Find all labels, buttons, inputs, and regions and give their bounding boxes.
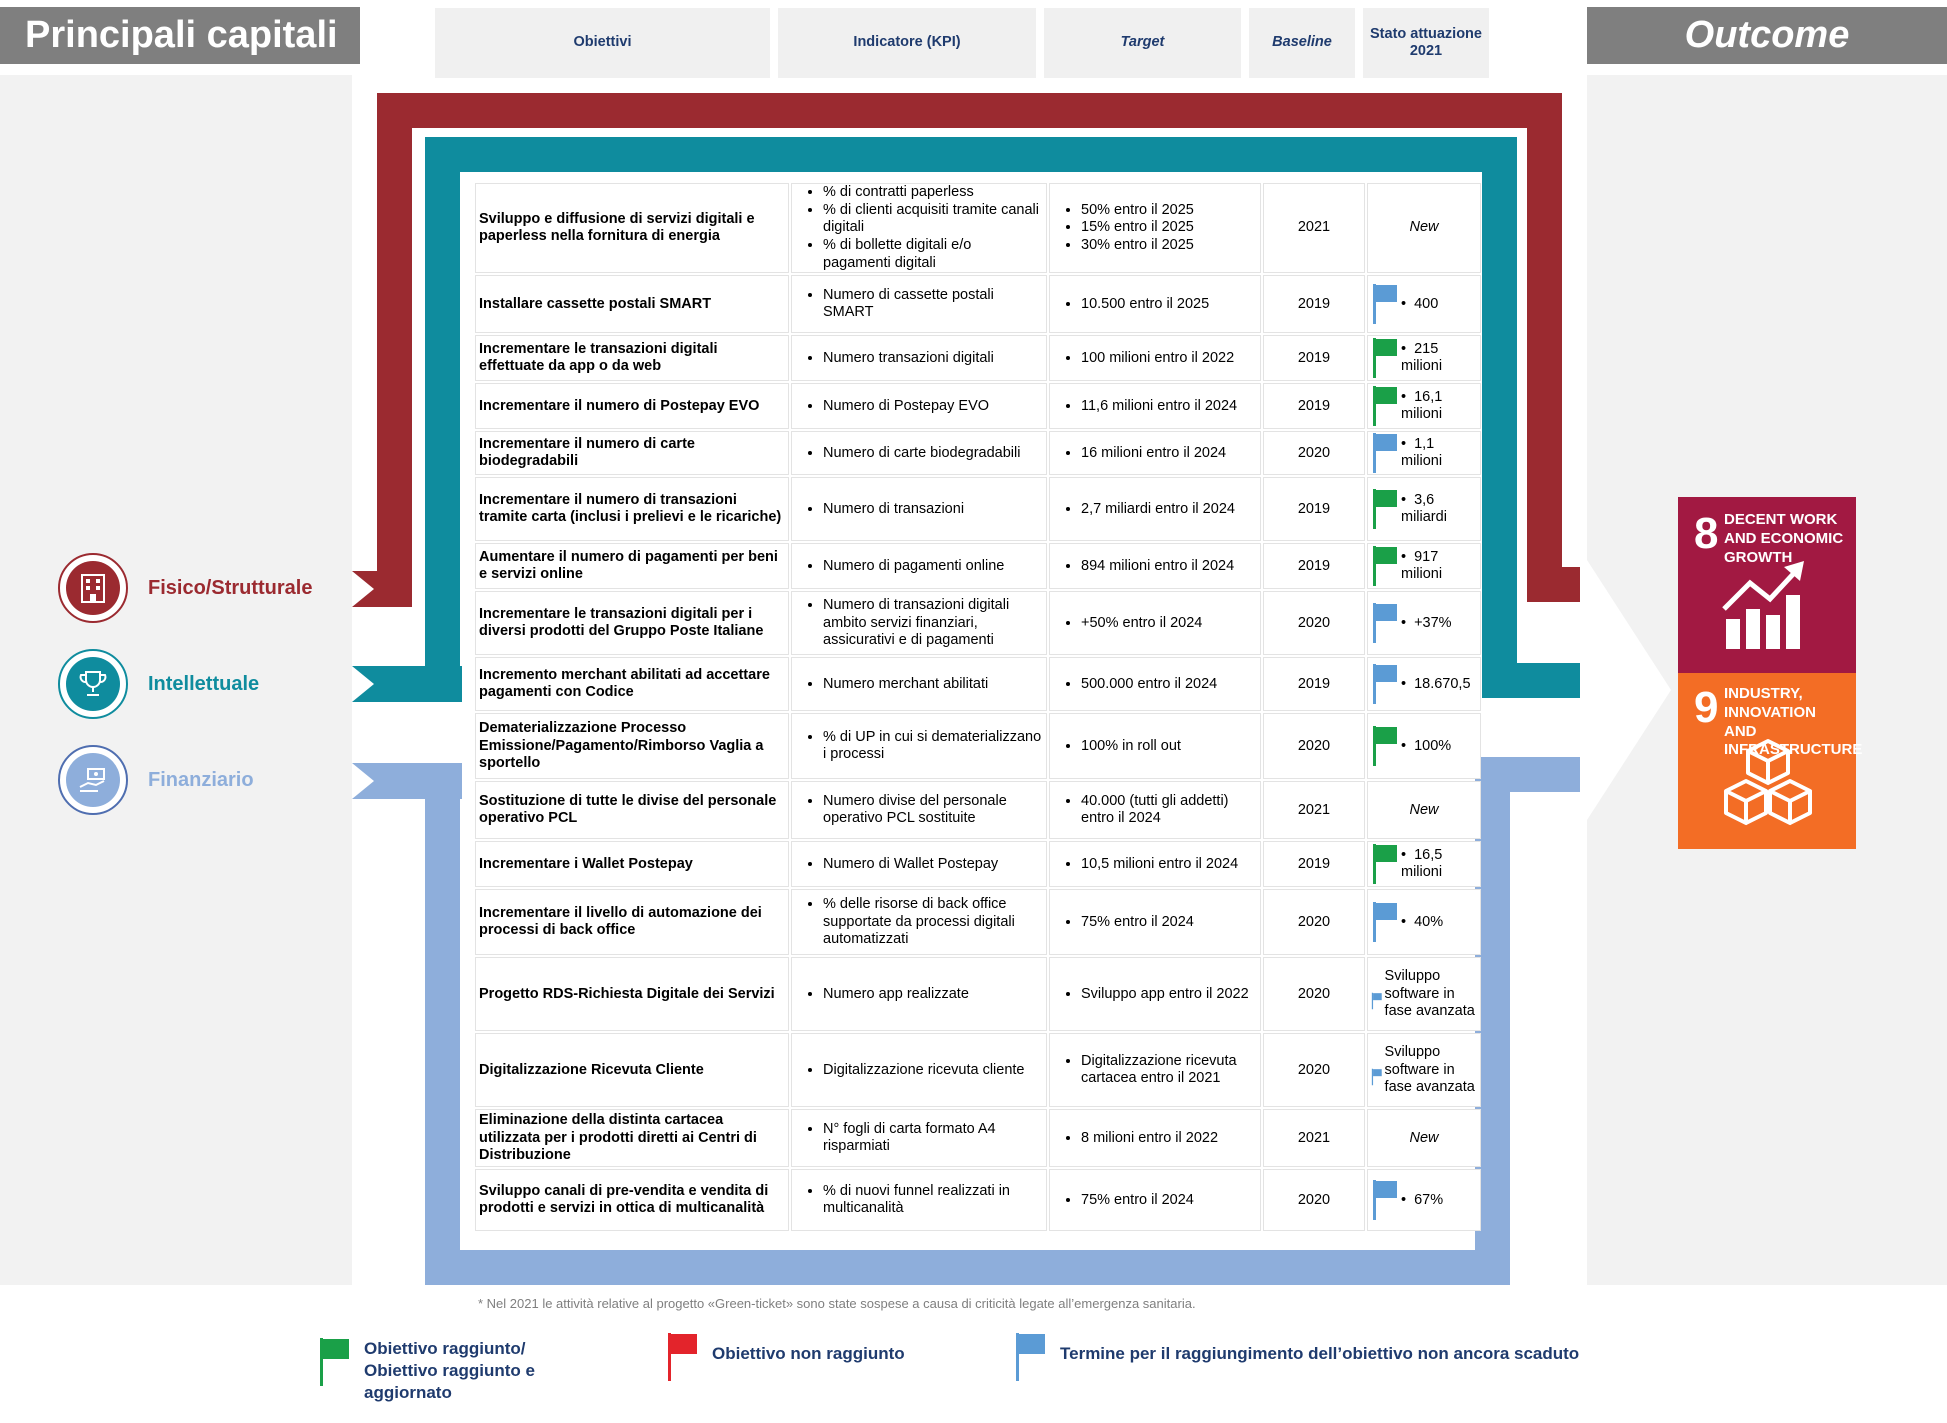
kpi-cell (792, 890, 1046, 954)
teal-band-end (1482, 663, 1580, 698)
table-row (476, 432, 1480, 474)
status-text: New (1409, 219, 1439, 236)
col-header-target: Target (1044, 8, 1241, 78)
target-cell (1050, 432, 1260, 474)
status-cell (1368, 384, 1480, 428)
target-item: • 10.500 entro il 2025 (1081, 296, 1257, 314)
principali-capitali-title: Principali capitali (0, 7, 360, 64)
teal-chevron (352, 666, 462, 702)
baseline-cell: 2020 (1264, 714, 1364, 778)
kpi-item: • % delle risorse di back office supportate da processi digitali automatizzati (823, 896, 1043, 949)
growth-chart-icon (1720, 559, 1810, 651)
target-item: • 75% entro il 2024 (1081, 1192, 1257, 1210)
target-cell (1050, 1170, 1260, 1230)
objective-cell: Incrementare i Wallet Postepay (476, 842, 788, 886)
target-cell (1050, 184, 1260, 272)
target-cell (1050, 276, 1260, 332)
capital-intellettuale (58, 649, 259, 719)
kpi-item: • % di contratti paperless (823, 184, 1043, 202)
objective-cell: Progetto RDS-Richiesta Digitale dei Servizi (476, 958, 788, 1030)
target-cell (1050, 782, 1260, 838)
capital-fisico-label: Fisico/Strutturale (148, 576, 313, 599)
kpi-cell (792, 544, 1046, 588)
status-text: • +37% (1401, 615, 1452, 633)
table-row (476, 1034, 1480, 1106)
kpi-item: • Numero transazioni digitali (823, 350, 1043, 368)
red-flag-icon (666, 1333, 700, 1381)
baseline-cell: 2019 (1264, 478, 1364, 540)
capital-intellettuale-label: Intellettuale (148, 672, 260, 695)
objective-cell: Dematerializzazione Processo Emissione/Pagamento/Rimborso Vaglia a sportello (476, 714, 788, 778)
status-cell (1368, 544, 1480, 588)
capital-intellettuale-circle (58, 649, 128, 719)
status-text: • 18.670,5 (1401, 676, 1471, 694)
kpi-cell (792, 276, 1046, 332)
status-flag-icon (1371, 489, 1399, 529)
baseline-cell: 2019 (1264, 658, 1364, 710)
baseline-cell: 2021 (1264, 782, 1364, 838)
status-flag-icon (1371, 664, 1399, 704)
target-cell (1050, 842, 1260, 886)
status-flag-icon (1371, 1180, 1399, 1220)
kpi-cell (792, 592, 1046, 654)
kpi-item: • % di nuovi funnel realizzati in multicanalità (823, 1183, 1043, 1218)
capital-finanziario (58, 745, 254, 815)
status-flag-icon (1371, 284, 1399, 324)
status-text: Sviluppo software in fase avanzata (1384, 967, 1475, 1020)
red-chevron (352, 571, 412, 607)
table-row (476, 544, 1480, 588)
table-row (476, 958, 1480, 1030)
status-cell (1368, 1110, 1480, 1166)
target-cell (1050, 478, 1260, 540)
target-item: • 11,6 milioni entro il 2024 (1081, 398, 1257, 416)
status-text: • 917 milioni (1401, 549, 1477, 584)
baseline-cell: 2019 (1264, 336, 1364, 380)
status-text: • 1,1 milioni (1401, 436, 1477, 471)
kpi-item: • N° fogli di carta formato A4 risparmiati (823, 1121, 1043, 1156)
kpi-item: • Numero di transazioni (823, 501, 1043, 519)
objectives-table (472, 180, 1484, 1234)
money-hand-icon (66, 753, 120, 807)
table-row (476, 384, 1480, 428)
kpi-cell (792, 384, 1046, 428)
kpi-item: • % di bollette digitali e/o pagamenti digitali (823, 237, 1043, 272)
status-cell (1368, 336, 1480, 380)
objective-cell: Incrementare le transazioni digitali per i diversi prodotti del Gruppo Poste Italiane (476, 592, 788, 654)
kpi-cell (792, 1110, 1046, 1166)
objective-cell: Sostituzione di tutte le divise del personale operativo PCL (476, 782, 788, 838)
objective-cell: Incrementare il numero di carte biodegradabili (476, 432, 788, 474)
target-cell (1050, 384, 1260, 428)
col-header-baseline: Baseline (1249, 8, 1355, 78)
col-header-kpi: Indicatore (KPI) (778, 8, 1036, 78)
sdg-8-title: DECENT WORK AND ECONOMIC GROWTH (1724, 511, 1844, 566)
green-flag-icon (318, 1338, 352, 1386)
kpi-item: • Numero di transazioni digitali ambito servizi finanziari, assicurativi e di pagamenti (823, 597, 1043, 650)
status-cell (1368, 184, 1480, 272)
trophy-icon (66, 657, 120, 711)
status-flag-icon (1371, 386, 1399, 426)
legend-green-label: Obiettivo raggiunto/ Obiettivo raggiunto e aggiornato (364, 1339, 535, 1403)
kpi-cell (792, 958, 1046, 1030)
capital-fisico-circle (58, 553, 128, 623)
baseline-cell: 2020 (1264, 432, 1364, 474)
target-cell (1050, 592, 1260, 654)
sdg-8-number: 8 (1694, 509, 1719, 558)
target-item: • 40.000 (tutti gli addetti) entro il 2024 (1081, 793, 1257, 828)
legend-green (318, 1338, 564, 1404)
target-item: • 894 milioni entro il 2024 (1081, 558, 1257, 576)
objective-cell: Incremento merchant abilitati ad accettare pagamenti con Codice (476, 658, 788, 710)
status-cell (1368, 1170, 1480, 1230)
outcome-arrow (1587, 560, 1671, 820)
legend-blue-label: Termine per il raggiungimento dell’obiettivo non ancora scaduto (1060, 1344, 1580, 1363)
status-text: Sviluppo software in fase avanzata (1384, 1043, 1475, 1096)
baseline-cell: 2020 (1264, 1170, 1364, 1230)
status-text: • 40% (1401, 914, 1443, 932)
status-cell (1368, 276, 1480, 332)
status-cell (1368, 658, 1480, 710)
kpi-cell (792, 782, 1046, 838)
table-row (476, 658, 1480, 710)
baseline-cell: 2019 (1264, 276, 1364, 332)
blue-band-bottom (425, 1250, 1510, 1285)
status-text: New (1409, 1129, 1439, 1146)
kpi-item: • Numero di cassette postali SMART (823, 287, 1043, 322)
kpi-cell (792, 432, 1046, 474)
status-flag-icon (1371, 981, 1383, 1021)
baseline-cell: 2021 (1264, 1110, 1364, 1166)
target-item: • 8 milioni entro il 2022 (1081, 1130, 1257, 1148)
target-item: • 100% in roll out (1081, 738, 1257, 756)
red-band-top (377, 93, 1562, 128)
kpi-cell (792, 658, 1046, 710)
table-row (476, 184, 1480, 272)
objective-cell: Sviluppo canali di pre-vendita e vendita di prodotti e servizi in ottica di multicanalità (476, 1170, 788, 1230)
target-cell (1050, 890, 1260, 954)
target-cell (1050, 336, 1260, 380)
target-item: • +50% entro il 2024 (1081, 615, 1257, 633)
status-cell (1368, 478, 1480, 540)
status-cell (1368, 1034, 1480, 1106)
objective-cell: Incrementare le transazioni digitali effettuate da app o da web (476, 336, 788, 380)
kpi-cell (792, 1170, 1046, 1230)
baseline-cell: 2020 (1264, 592, 1364, 654)
target-cell (1050, 658, 1260, 710)
table-row (476, 592, 1480, 654)
status-flag-icon (1371, 1057, 1383, 1097)
cubes-icon (1720, 737, 1816, 833)
status-cell (1368, 842, 1480, 886)
status-text: • 215 milioni (1401, 341, 1477, 376)
status-cell (1368, 714, 1480, 778)
blue-band-left (425, 763, 460, 1285)
col-header-stato: Stato attuazione 2021 (1363, 8, 1489, 78)
status-cell (1368, 958, 1480, 1030)
red-band-end (1527, 567, 1580, 602)
table-row (476, 1110, 1480, 1166)
kpi-item: • Numero di Wallet Postepay (823, 856, 1043, 874)
target-cell (1050, 544, 1260, 588)
target-item: • 75% entro il 2024 (1081, 914, 1257, 932)
outcome-title: Outcome (1587, 7, 1947, 64)
sdg-8-tile (1678, 497, 1856, 673)
target-item: • 500.000 entro il 2024 (1081, 676, 1257, 694)
target-item: • 16 milioni entro il 2024 (1081, 445, 1257, 463)
objective-cell: Eliminazione della distinta cartacea utilizzata per i prodotti diretti ai Centri di Distribuzione (476, 1110, 788, 1166)
kpi-item: • % di clienti acquisiti tramite canali digitali (823, 202, 1043, 237)
target-item: • 2,7 miliardi entro il 2024 (1081, 501, 1257, 519)
kpi-item: • Numero di Postepay EVO (823, 398, 1043, 416)
kpi-cell (792, 1034, 1046, 1106)
table-row (476, 714, 1480, 778)
sdg-9-number: 9 (1694, 683, 1719, 732)
status-flag-icon (1371, 902, 1399, 942)
table-row (476, 782, 1480, 838)
kpi-cell (792, 478, 1046, 540)
red-band-left (377, 93, 412, 607)
kpi-item: • % di UP in cui si dematerializzano i processi (823, 729, 1043, 764)
teal-band-right (1482, 137, 1517, 697)
objective-cell: Sviluppo e diffusione di servizi digitali e paperless nella fornitura di energia (476, 184, 788, 272)
table-row (476, 336, 1480, 380)
footnote: * Nel 2021 le attività relative al progetto «Green-ticket» sono state sospese a causa di criticità legate all’emergenza sanitaria. (478, 1296, 1196, 1311)
status-flag-icon (1371, 726, 1399, 766)
objective-cell: Digitalizzazione Ricevuta Cliente (476, 1034, 788, 1106)
baseline-cell: 2020 (1264, 890, 1364, 954)
target-item: • 50% entro il 2025 (1081, 202, 1257, 220)
status-flag-icon (1371, 844, 1399, 884)
status-cell (1368, 592, 1480, 654)
baseline-cell: 2020 (1264, 958, 1364, 1030)
baseline-cell: 2019 (1264, 842, 1364, 886)
target-cell (1050, 1110, 1260, 1166)
blue-flag-icon (1014, 1333, 1048, 1381)
status-text: • 400 (1401, 296, 1438, 314)
status-flag-icon (1371, 546, 1399, 586)
target-cell (1050, 958, 1260, 1030)
blue-band-end (1475, 757, 1580, 792)
status-text: • 16,5 milioni (1401, 847, 1477, 882)
baseline-cell: 2021 (1264, 184, 1364, 272)
table-row (476, 478, 1480, 540)
target-item: • Digitalizzazione ricevuta cartacea entro il 2021 (1081, 1053, 1257, 1088)
status-cell (1368, 782, 1480, 838)
target-item: • 15% entro il 2025 (1081, 219, 1257, 237)
capital-fisico (58, 553, 312, 623)
objective-cell: Incrementare il numero di transazioni tramite carta (inclusi i prelievi e le ricariche) (476, 478, 788, 540)
capital-finanziario-circle (58, 745, 128, 815)
table-row (476, 1170, 1480, 1230)
table-row (476, 276, 1480, 332)
target-item: • 100 milioni entro il 2022 (1081, 350, 1257, 368)
baseline-cell: 2020 (1264, 1034, 1364, 1106)
kpi-item: • Numero app realizzate (823, 986, 1043, 1004)
status-text: • 100% (1401, 738, 1451, 756)
sdg-9-tile (1678, 673, 1863, 849)
target-cell (1050, 1034, 1260, 1106)
objective-cell: Aumentare il numero di pagamenti per beni e servizi online (476, 544, 788, 588)
blue-chevron (352, 763, 462, 799)
objective-cell: Incrementare il livello di automazione dei processi di back office (476, 890, 788, 954)
target-item: • 30% entro il 2025 (1081, 237, 1257, 255)
legend-blue (1014, 1333, 1579, 1381)
status-text: • 16,1 milioni (1401, 389, 1477, 424)
target-cell (1050, 714, 1260, 778)
kpi-cell (792, 184, 1046, 272)
kpi-cell (792, 842, 1046, 886)
status-text: New (1409, 801, 1439, 818)
sdg-9-title: INDUSTRY, INNOVATION AND INFRASTRUCTURE (1724, 685, 1863, 759)
teal-band-left (425, 137, 460, 702)
kpi-item: • Numero di carte biodegradabili (823, 445, 1043, 463)
building-icon (66, 561, 120, 615)
objective-cell: Installare cassette postali SMART (476, 276, 788, 332)
status-flag-icon (1371, 338, 1399, 378)
status-cell (1368, 432, 1480, 474)
col-header-obiettivi: Obiettivi (435, 8, 770, 78)
status-cell (1368, 890, 1480, 954)
legend-red (666, 1333, 905, 1381)
objective-cell: Incrementare il numero di Postepay EVO (476, 384, 788, 428)
status-flag-icon (1371, 603, 1399, 643)
status-flag-icon (1371, 433, 1399, 473)
baseline-cell: 2019 (1264, 544, 1364, 588)
table-row (476, 890, 1480, 954)
kpi-item: • Digitalizzazione ricevuta cliente (823, 1062, 1043, 1080)
teal-band-top (425, 137, 1517, 172)
status-text: • 67% (1401, 1192, 1443, 1210)
capital-finanziario-label: Finanziario (148, 768, 254, 791)
target-item: • Sviluppo app entro il 2022 (1081, 986, 1257, 1004)
kpi-cell (792, 336, 1046, 380)
baseline-cell: 2019 (1264, 384, 1364, 428)
kpi-item: • Numero di pagamenti online (823, 558, 1043, 576)
red-band-right (1527, 93, 1562, 567)
kpi-item: • Numero divise del personale operativo PCL sostituite (823, 793, 1043, 828)
table-row (476, 842, 1480, 886)
legend-red-label: Obiettivo non raggiunto (712, 1344, 905, 1363)
kpi-item: • Numero merchant abilitati (823, 676, 1043, 694)
kpi-cell (792, 714, 1046, 778)
target-item: • 10,5 milioni entro il 2024 (1081, 856, 1257, 874)
status-text: • 3,6 miliardi (1401, 492, 1477, 527)
